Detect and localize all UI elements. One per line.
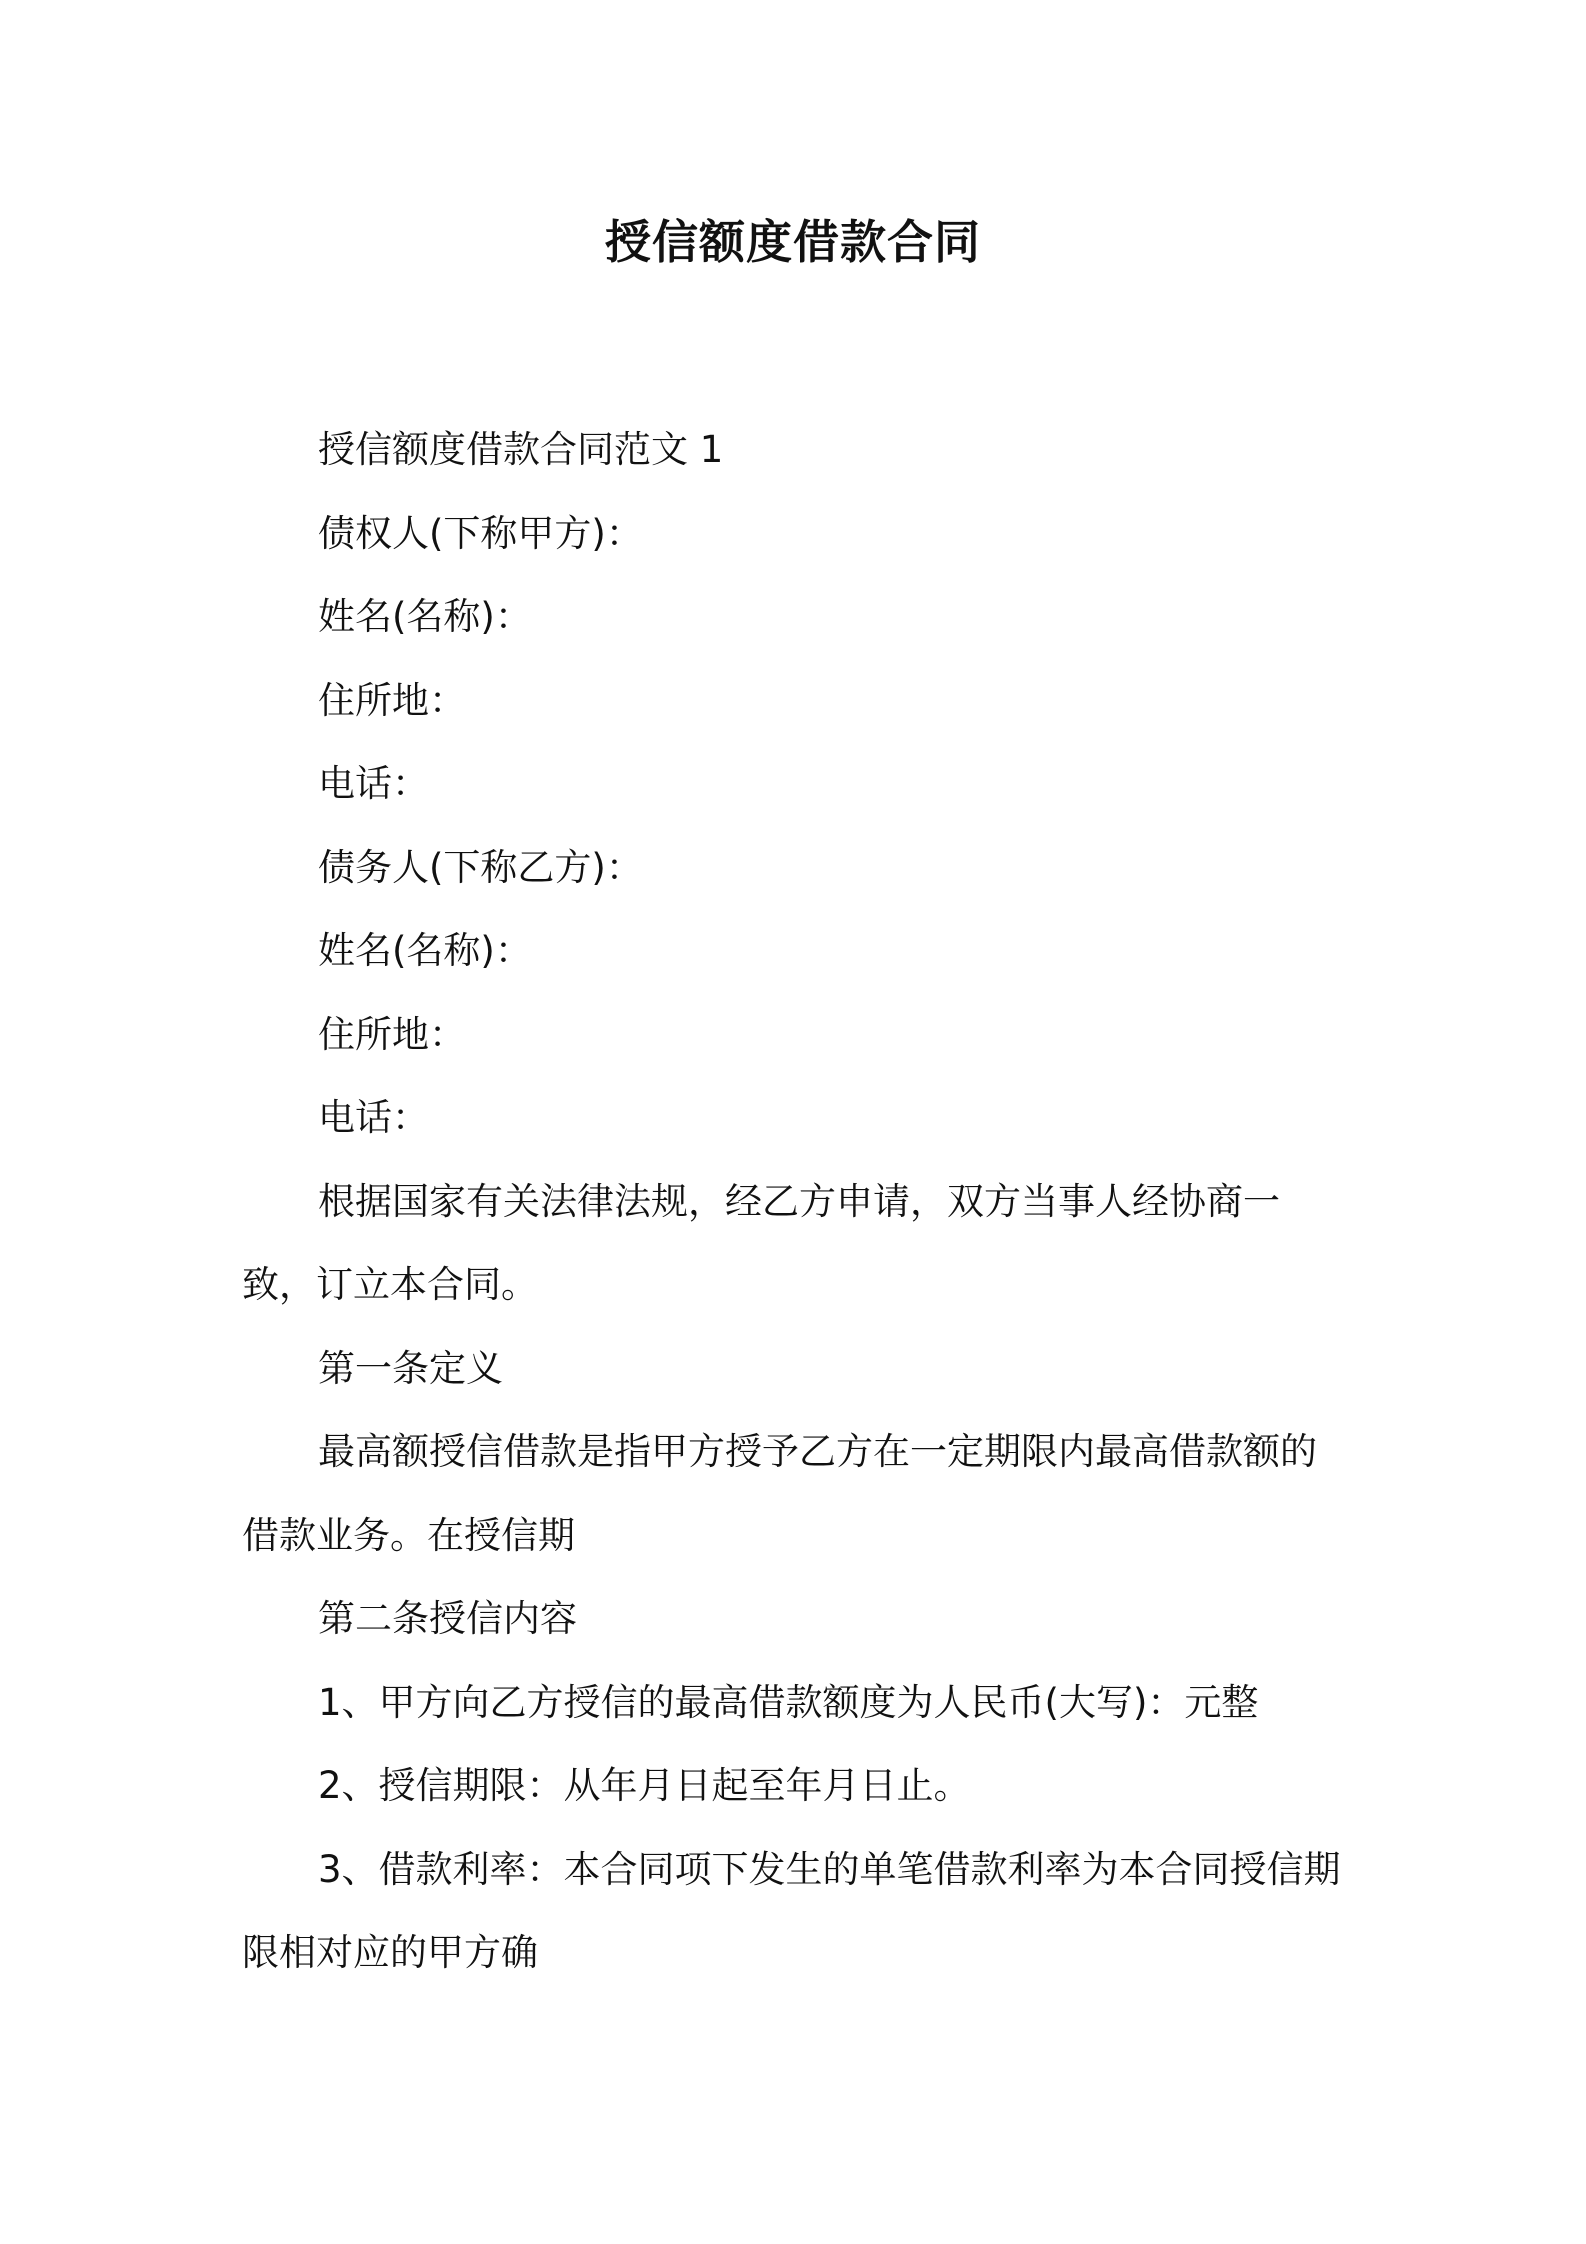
paragraph-creditor-label: 债权人(下称甲方)：: [318, 511, 643, 555]
paragraph-debtor-phone: 电话：: [318, 1096, 429, 1139]
paragraph-agreement-intro: 根据国家有关法律法规，经乙方申请，双方当事人经协商一致，订立本合同。: [242, 1179, 1280, 1306]
paragraph-debtor-label: 债务人(下称乙方)：: [318, 845, 643, 889]
paragraph-debtor-name: 姓名(名称)：: [318, 929, 532, 972]
paragraph-interest-rate: 3、借款利率：本合同项下发生的单笔借款利率为本合同授信期限相对应的甲方确: [242, 1847, 1341, 1974]
paragraph-article-one-definition: 最高额授信借款是指甲方授予乙方在一定期限内最高借款额的借款业务。在授信期: [242, 1430, 1317, 1557]
paragraph-creditor-address: 住所地：: [318, 678, 466, 722]
paragraph-debtor-address: 住所地：: [318, 1012, 466, 1056]
paragraph-credit-term: 2、授信期限：从年月日起至年月日止。: [318, 1764, 971, 1807]
paragraph-article-one-heading: 第一条定义: [318, 1346, 503, 1390]
paragraph-creditor-phone: 电话：: [318, 762, 429, 805]
paragraph-article-two-heading: 第二条授信内容: [318, 1597, 577, 1640]
paragraph-sample-heading: 授信额度借款合同范文 1: [318, 428, 724, 471]
document-title: 授信额度借款合同: [605, 215, 981, 269]
paragraph-credit-limit: 1、甲方向乙方授信的最高借款额度为人民币(大写)：元整: [318, 1680, 1259, 1724]
document-body: [242, 408, 1352, 1995]
paragraph-creditor-name: 姓名(名称)：: [318, 595, 532, 638]
